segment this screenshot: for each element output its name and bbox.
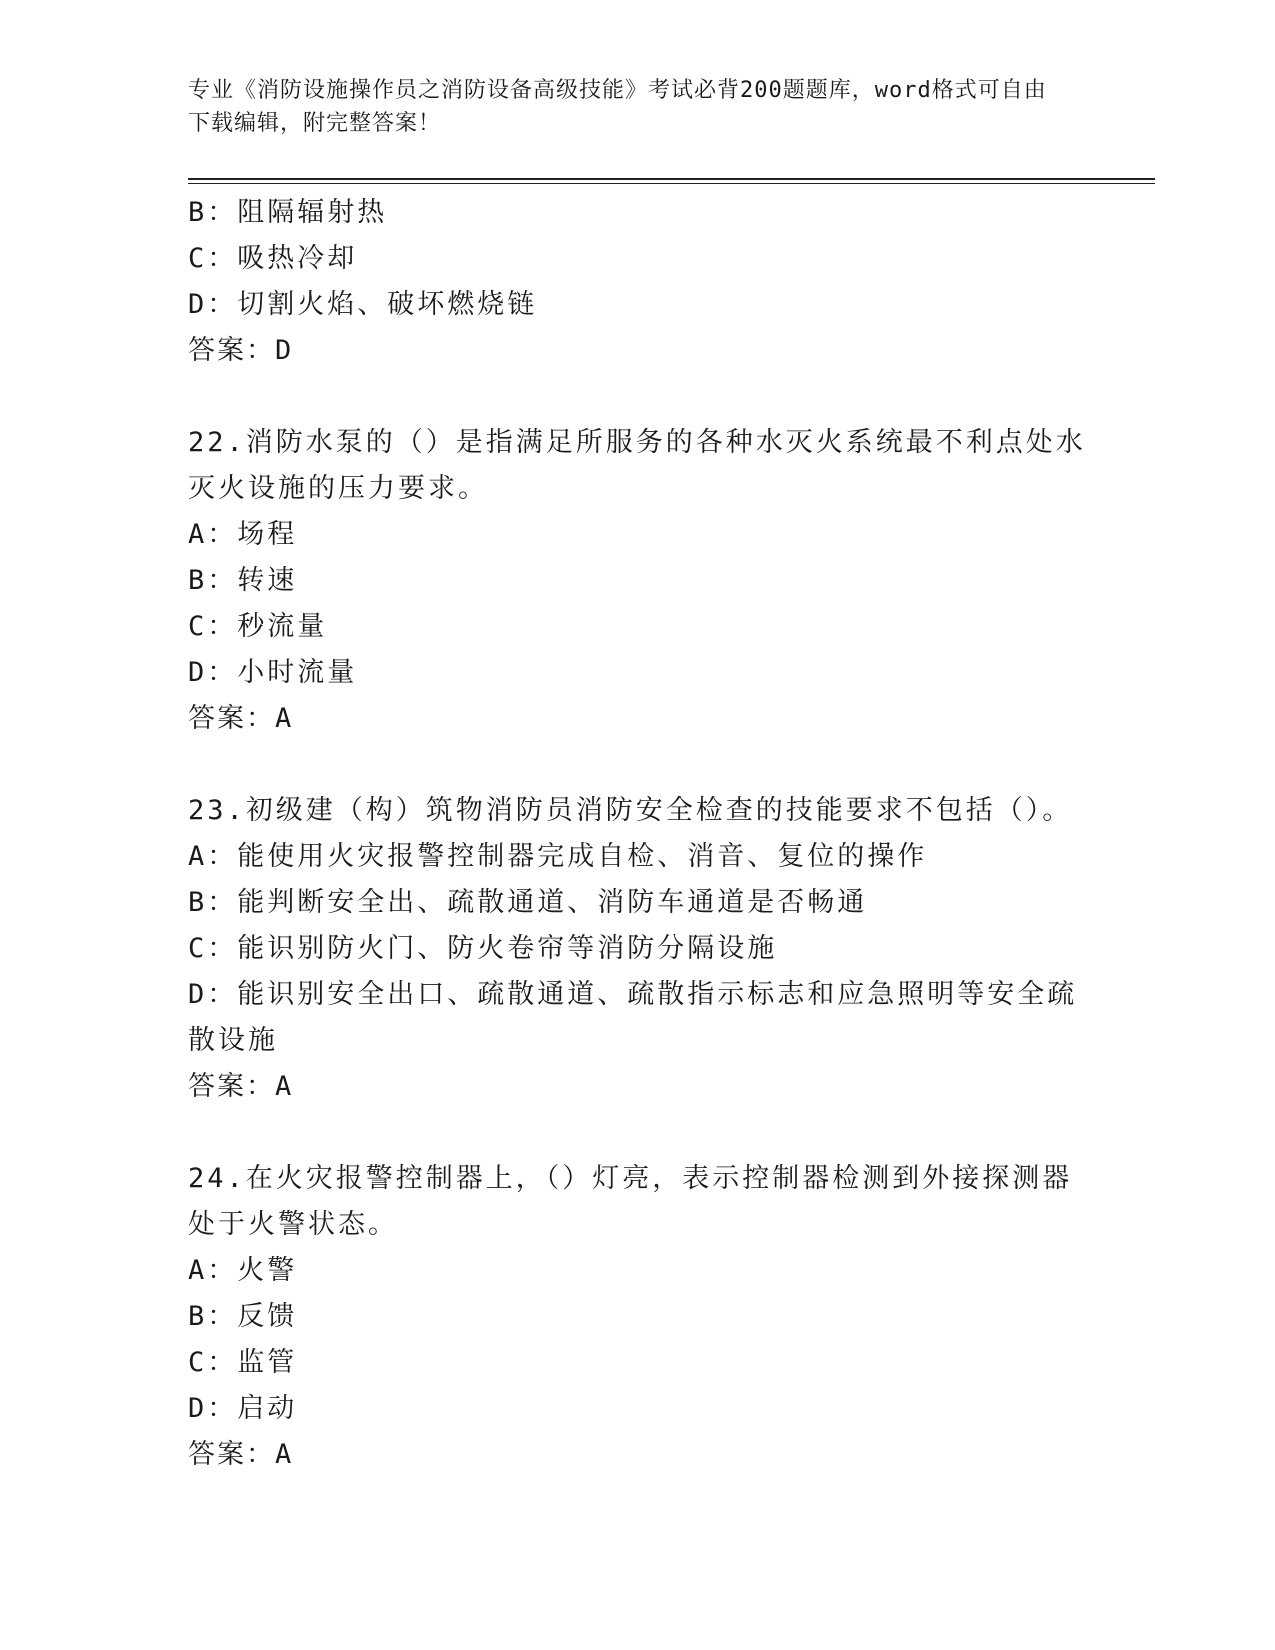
option-c: C：吸热冷却 — [188, 243, 358, 274]
option-d: D：小时流量 — [188, 657, 358, 688]
question-list — [188, 190, 1088, 1478]
answer-line: 答案：A — [188, 1071, 294, 1102]
option-b: B：能判断安全出、疏散通道、消防车通道是否畅通 — [188, 887, 868, 918]
option-a: A：火警 — [188, 1255, 298, 1286]
answer-line: 答案：A — [188, 703, 294, 734]
option-b: B：转速 — [188, 565, 298, 596]
question-24 — [188, 1156, 1088, 1478]
option-a: A：场程 — [188, 519, 298, 550]
option-d: D：启动 — [188, 1393, 298, 1424]
option-d: D：能识别安全出口、疏散通道、疏散指示标志和应急照明等安全疏散设施 — [188, 979, 1078, 1056]
question-text: 24.在火灾报警控制器上，（）灯亮，表示控制器检测到外接探测器处于火警状态。 — [188, 1163, 1073, 1240]
option-a: A：能使用火灾报警控制器完成自检、消音、复位的操作 — [188, 841, 928, 872]
document-header: 专业《消防设施操作员之消防设备高级技能》考试必背200题题库，word格式可自由下载编辑，附完整答案！ — [188, 78, 1047, 136]
header-divider-thin — [188, 183, 1155, 184]
option-d: D：切割火焰、破坏燃烧链 — [188, 289, 538, 320]
question-fragment — [188, 190, 1088, 374]
answer-line: 答案：A — [188, 1439, 294, 1470]
option-c: C：能识别防火门、防火卷帘等消防分隔设施 — [188, 933, 778, 964]
option-c: C：秒流量 — [188, 611, 328, 642]
question-text: 23.初级建（构）筑物消防员消防安全检查的技能要求不包括（）。 — [188, 795, 1073, 826]
question-23 — [188, 788, 1088, 1110]
answer-line: 答案：D — [188, 335, 294, 366]
option-b: B：阻隔辐射热 — [188, 197, 388, 228]
option-b: B：反馈 — [188, 1301, 298, 1332]
header-divider-thick — [188, 178, 1155, 180]
question-text: 22.消防水泵的（）是指满足所服务的各种水灭火系统最不利点处水灭火设施的压力要求。 — [188, 427, 1086, 504]
question-22 — [188, 420, 1088, 742]
option-c: C：监管 — [188, 1347, 298, 1378]
